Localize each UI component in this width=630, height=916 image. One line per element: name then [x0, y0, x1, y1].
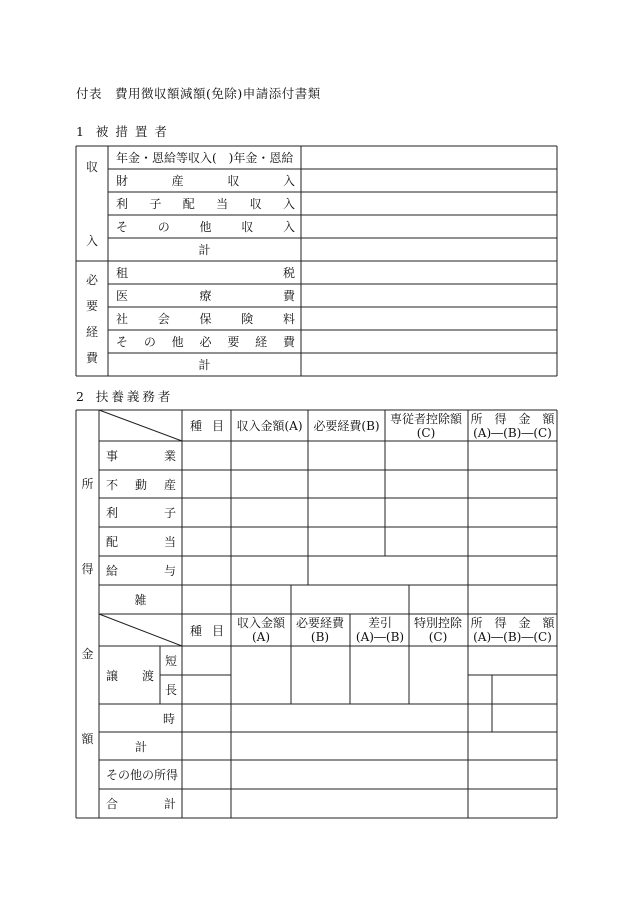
- row-transfer: 譲 渡: [106, 668, 154, 683]
- row-real-estate: 不 動 産: [106, 477, 176, 492]
- row-interest: 利 子: [106, 506, 176, 520]
- section2-heading: 2 扶養義務者: [76, 389, 174, 404]
- income-row-other: そ の 他 収 入: [116, 220, 295, 234]
- header1-deduction: 専従者控除額 (C): [389, 411, 462, 440]
- header1-type: 種 目: [190, 419, 224, 433]
- income-row-property: 財 産 収 入: [116, 174, 295, 188]
- income-amount-side-label: 所 得 金 額: [81, 477, 94, 746]
- section1-heading: 1 被措置者: [76, 124, 174, 139]
- row-business: 事 業: [106, 449, 176, 463]
- row-dividend: 配 当: [106, 535, 176, 549]
- income-side-label: 収 入: [85, 160, 98, 248]
- header2-amount: 所 得 金 額 (A)―(B)―(C): [470, 616, 555, 644]
- row-salary: 給 与: [106, 564, 176, 578]
- header1-amount: 所 得 金 額 (A)―(B)―(C): [470, 411, 555, 440]
- row-temporary: 時: [162, 711, 175, 726]
- row-transfer-long: 長: [164, 683, 177, 697]
- expense-row-social-insurance: 社 会 保 険 料: [116, 312, 295, 326]
- row-grand-total: 合 計: [106, 797, 176, 811]
- row-misc: 雑: [134, 593, 147, 607]
- header1-expense: 必要経費(B): [313, 419, 380, 433]
- income-row-total: 計: [198, 243, 211, 257]
- row-transfer-short: 短: [164, 654, 177, 668]
- expense-side-label: 必 要 経 費: [85, 273, 98, 365]
- row-subtotal: 計: [135, 739, 148, 754]
- page-title: 付表 費用徴収額減額(免除)申請添付書類: [76, 86, 321, 101]
- expense-row-tax: 租 税: [116, 266, 295, 280]
- row-other-income: その他の所得: [106, 768, 179, 782]
- header2-diff: 差 引 (A)―(B): [355, 616, 405, 644]
- income-row-interest: 利 子 配 当 収 入: [116, 197, 295, 211]
- income-row-pension: 年金・恩給等収入( )年金・恩給: [116, 151, 294, 165]
- header2-special-deduction: 特別控除 (C): [413, 616, 462, 644]
- header2-type: 種 目: [190, 623, 224, 638]
- header2-income: 収入金額 (A): [236, 616, 285, 644]
- expense-row-other: そ の 他 必 要 経 費: [116, 335, 295, 349]
- expense-row-total: 計: [198, 358, 211, 372]
- expense-row-medical: 医 療 費: [116, 289, 295, 303]
- header2-expense: 必要経費 (B): [295, 616, 344, 644]
- header1-income: 収入金額(A): [236, 419, 303, 433]
